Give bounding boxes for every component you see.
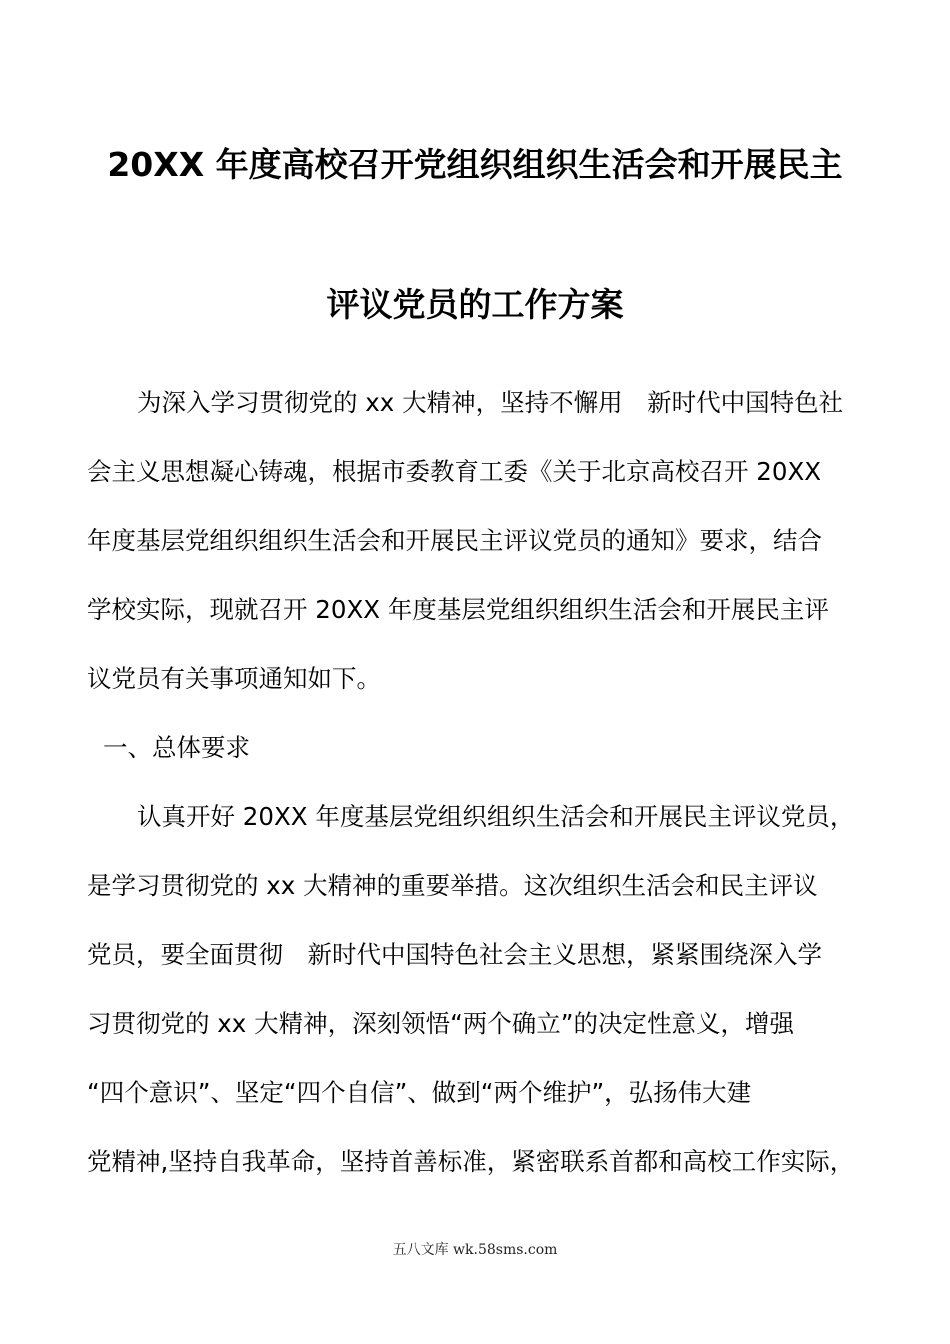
paragraph-2-line-2: 是学习贯彻党的 xx 大精神的重要举措。这次组织生活会和民主评议 <box>87 871 818 900</box>
document-title-line-2: 评议党员的工作方案 <box>326 285 624 324</box>
paragraph-1-line-4: 学校实际，现就召开 20XX 年度基层党组织组织生活会和开展民主评 <box>87 595 829 624</box>
page-footer-watermark: 五八文库 wk.58sms.com <box>392 1242 558 1258</box>
paragraph-2-line-3: 党员，要全面贯彻 新时代中国特色社会主义思想，紧紧围绕深入学 <box>87 940 822 969</box>
paragraph-2-line-1: 认真开好 20XX 年度基层党组织组织生活会和开展民主评议党员， <box>137 802 855 831</box>
paragraph-1-line-3: 年度基层党组织组织生活会和开展民主评议党员的通知》要求，结合 <box>87 526 822 555</box>
paragraph-2-line-6: 党精神,坚持自我革命，坚持首善标准，紧密联系首都和高校工作实际， <box>87 1147 855 1176</box>
paragraph-1-line-1: 为深入学习贯彻党的 xx 大精神，坚持不懈用 新时代中国特色社 <box>137 388 844 417</box>
document-title-line-1: 20XX 年度高校召开党组织组织生活会和开展民主 <box>107 145 843 184</box>
paragraph-1-line-2: 会主义思想凝心铸魂，根据市委教育工委《关于北京高校召开 20XX <box>87 457 822 486</box>
paragraph-1-line-5: 议党员有关事项通知如下。 <box>87 664 381 693</box>
paragraph-2-line-4: 习贯彻党的 xx 大精神，深刻领悟“两个确立”的决定性意义，增强 <box>87 1009 794 1038</box>
paragraph-2-line-5: “四个意识”、坚定“四个自信”、做到“两个维护”，弘扬伟大建 <box>87 1078 752 1107</box>
section-heading-general-requirements: 一、总体要求 <box>103 733 250 762</box>
